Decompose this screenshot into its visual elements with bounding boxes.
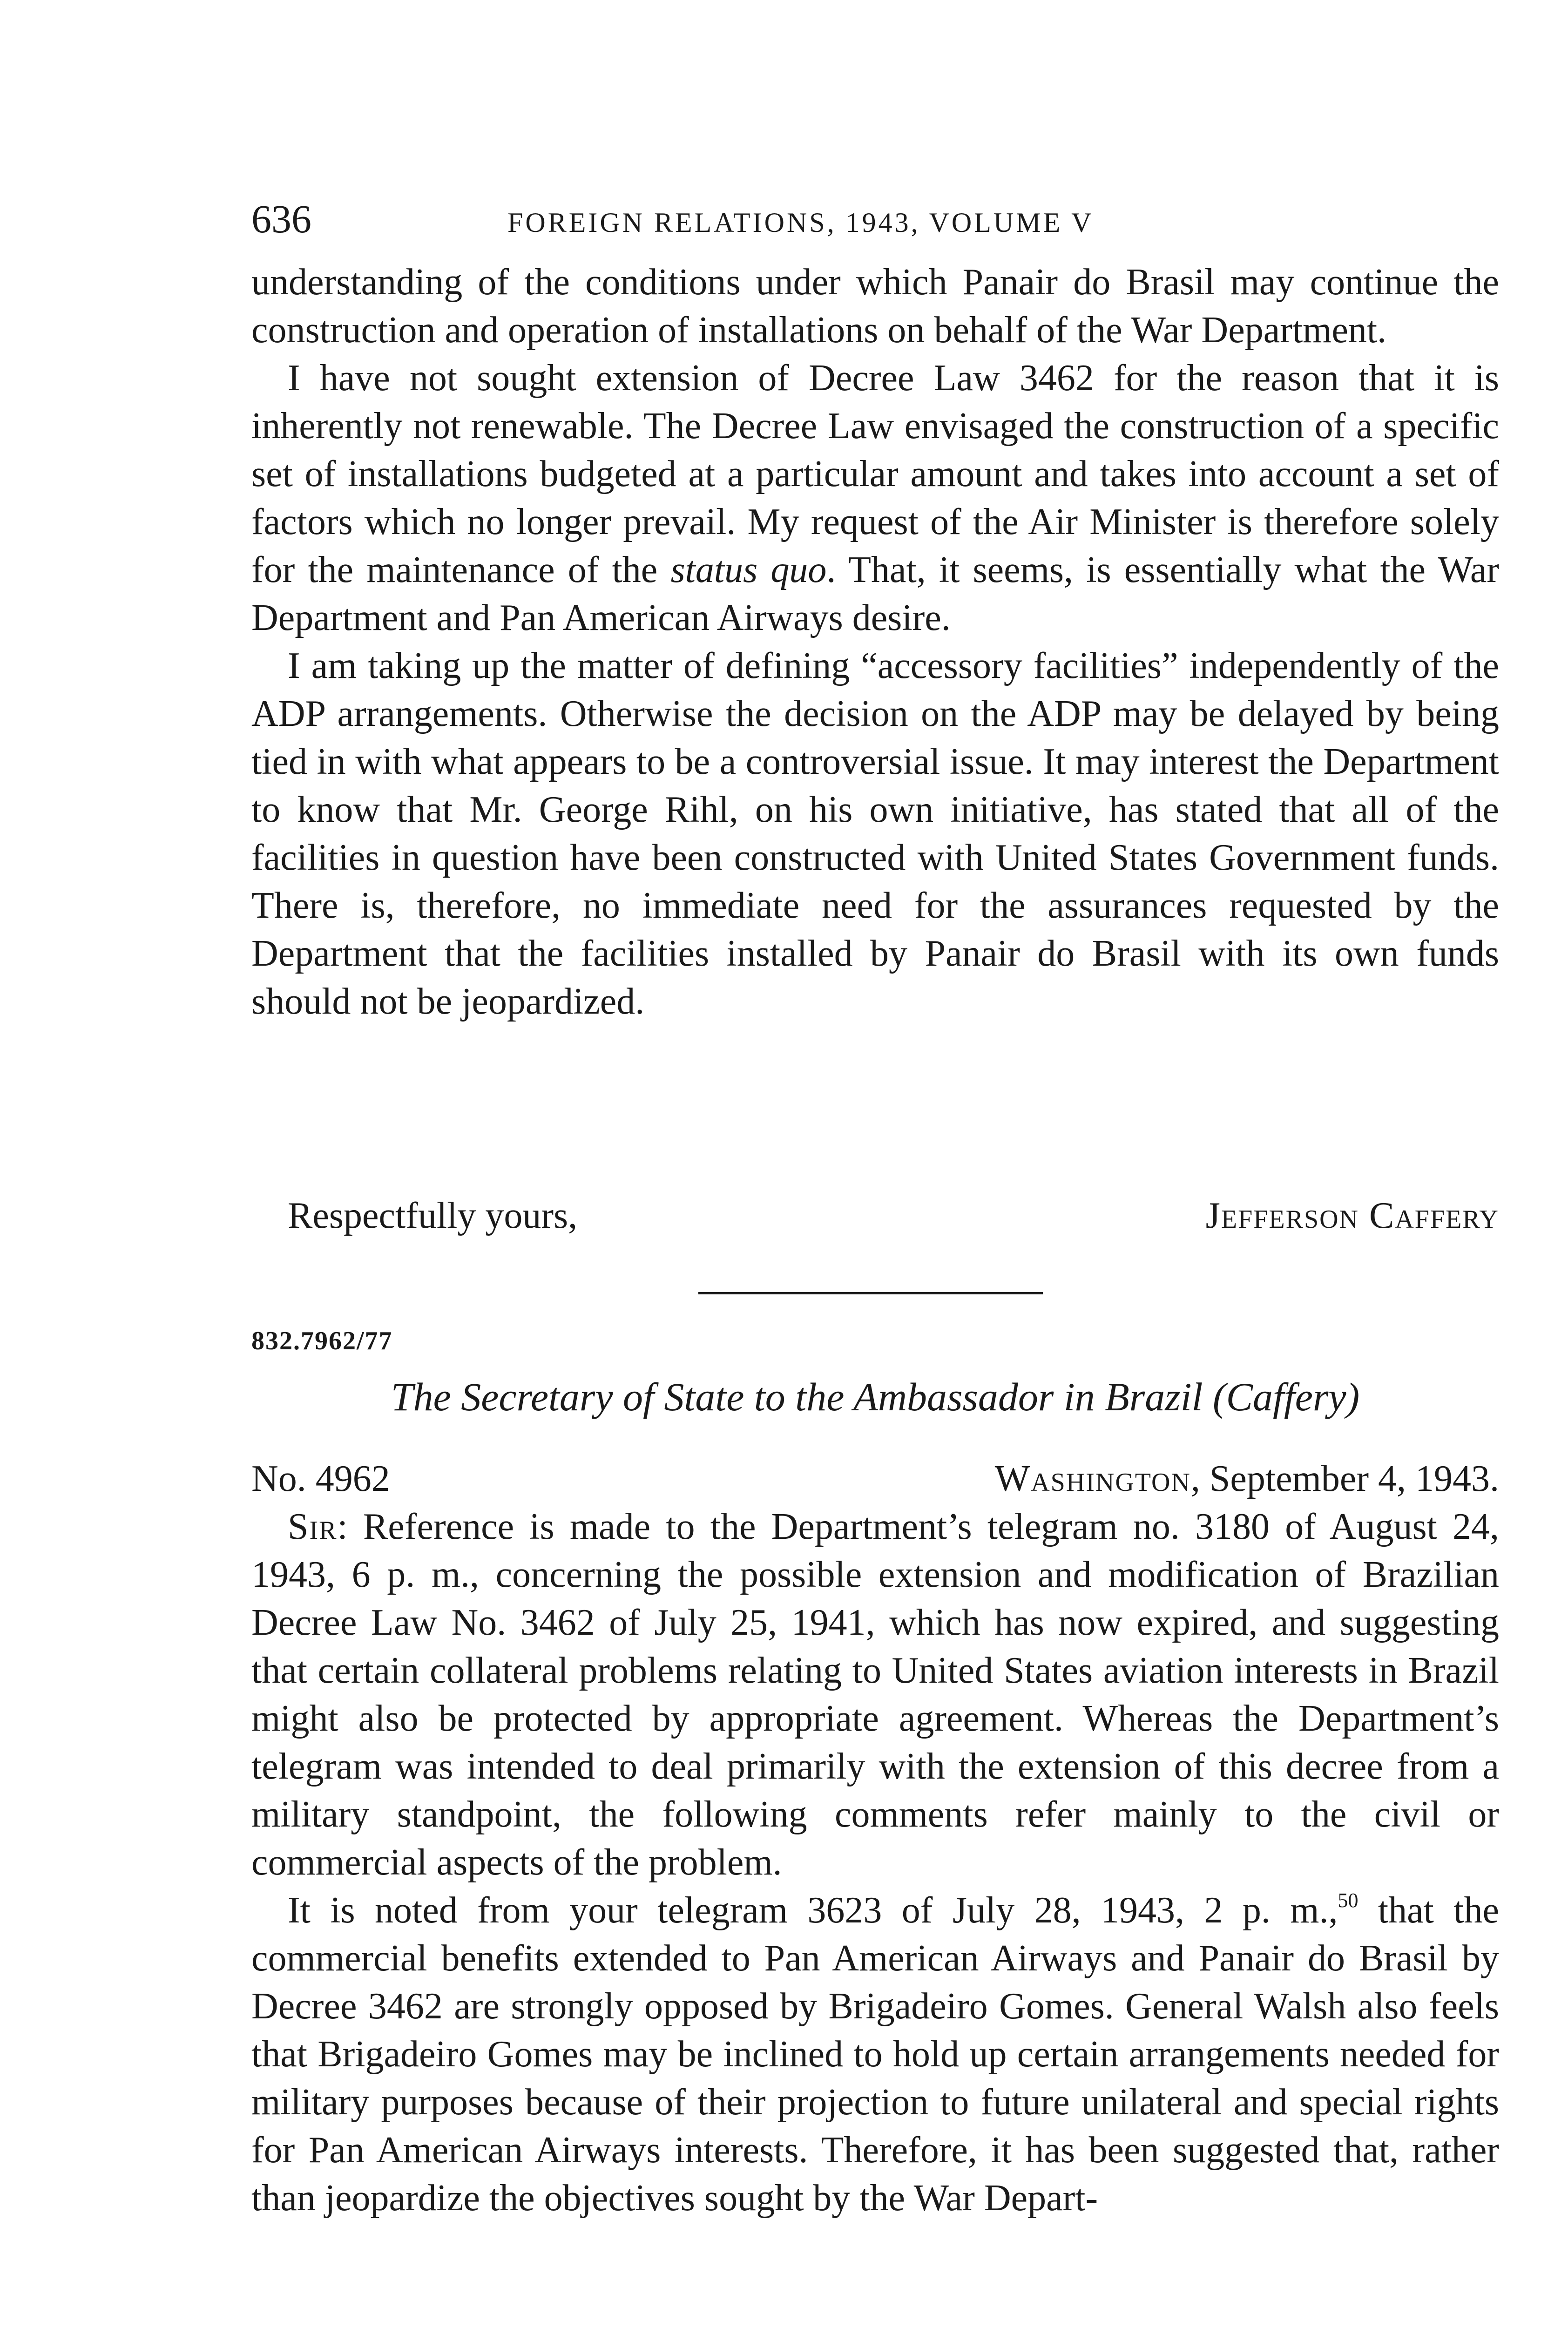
- signature: Jefferson Caffery: [1205, 1195, 1499, 1236]
- status-quo-term: status quo: [670, 549, 827, 590]
- paragraph-continuation: understanding of the conditions under which Panair do Brasil may continue the construction and operation of installations on behalf of the War Department.: [251, 262, 1499, 351]
- place: Washington: [994, 1458, 1191, 1499]
- paragraph-telegram: [251, 1887, 1499, 2222]
- paragraph-reference: [251, 1503, 1499, 1887]
- running-head: [251, 193, 1499, 244]
- closing: Respectfully yours,: [288, 1195, 578, 1236]
- footnote-reference: 50: [1338, 1889, 1358, 1912]
- paragraph-accessory-facilities: I am taking up the matter of defining “accessory facilities” independently of the ADP arrangements. Otherwise the decision on the ADP may be delayed by being tied in with what appears to be a controversial issue. It may interest the Department to know that Mr. George Rihl, on his own initiative, has stated that all of the facilities in question have been constructed with United States Government funds. There is, therefore, no immediate need for the assurances requested by the Department that the facilities installed by Panair do Brasil with its own funds should not be jeopardized.: [251, 645, 1499, 1022]
- paragraph-decree-law-text-b: . That, it seems, is essentially what the War Department and Pan American Airways desire.: [251, 549, 1500, 638]
- letter-body: [251, 1503, 1499, 2222]
- dateline: [251, 1455, 1499, 1503]
- page-number: 636: [251, 196, 311, 241]
- salutation: Sir: [288, 1506, 338, 1547]
- letter-signoff: [251, 1192, 1499, 1240]
- paragraph-telegram-text-b: that the commercial benefits extended to Pan American Airways and Panair do Brasil by Decree 3462 are strongly opposed by Brigadeiro Gomes. General Walsh also feels that Brigadeiro Gomes may be inclined to hold up certain arrangements needed for military purposes because of their projection to future unilateral and special rights for Pan American Airways interests. Therefore, it has been suggested that, rather than jeopardize the objectives sought by the War Depart-: [251, 1890, 1499, 2219]
- paragraph-reference-text: : Reference is made to the Department’s telegram no. 3180 of August 24, 1943, 6 p. m., concerning the possible extension and modification of Brazilian Decree Law No. 3462 of July 25, 1941, which has now expired, and suggesting that certain collateral problems relating to United States aviation interests in Brazil might also be protected by appropriate agreement. Whereas the Department’s telegram was intended to deal primarily with the extension of this decree from a military standpoint, the following comments refer mainly to the civil or commercial aspects of the problem.: [251, 1506, 1499, 1883]
- date: , September 4, 1943.: [1190, 1458, 1499, 1499]
- letter-continuation: [251, 258, 1499, 1026]
- file-number: 832.7962/77: [251, 1326, 393, 1355]
- document-heading: The Secretary of State to the Ambassador in Brazil (Caffery): [391, 1374, 1360, 1419]
- paragraph-decree-law-text-a: I have not sought extension of Decree Law 3462 for the reason that it is inherently not renewable. The Decree Law envisaged the construction of a specific set of installations budgeted at a particular amount and takes into account a set of factors which no longer prevail. My request of the Air Minister is therefore solely for the maintenance of the: [251, 358, 1499, 590]
- document-number: No. 4962: [251, 1458, 390, 1499]
- paragraph-decree-law: [251, 354, 1499, 642]
- place-and-date: [995, 1455, 1499, 1503]
- paragraph-telegram-text-a: It is noted from your telegram 3623 of July 28, 1943, 2 p. m.,: [288, 1890, 1338, 1931]
- running-title: FOREIGN RELATIONS, 1943, VOLUME V: [507, 207, 1094, 238]
- section-divider: [698, 1292, 1043, 1294]
